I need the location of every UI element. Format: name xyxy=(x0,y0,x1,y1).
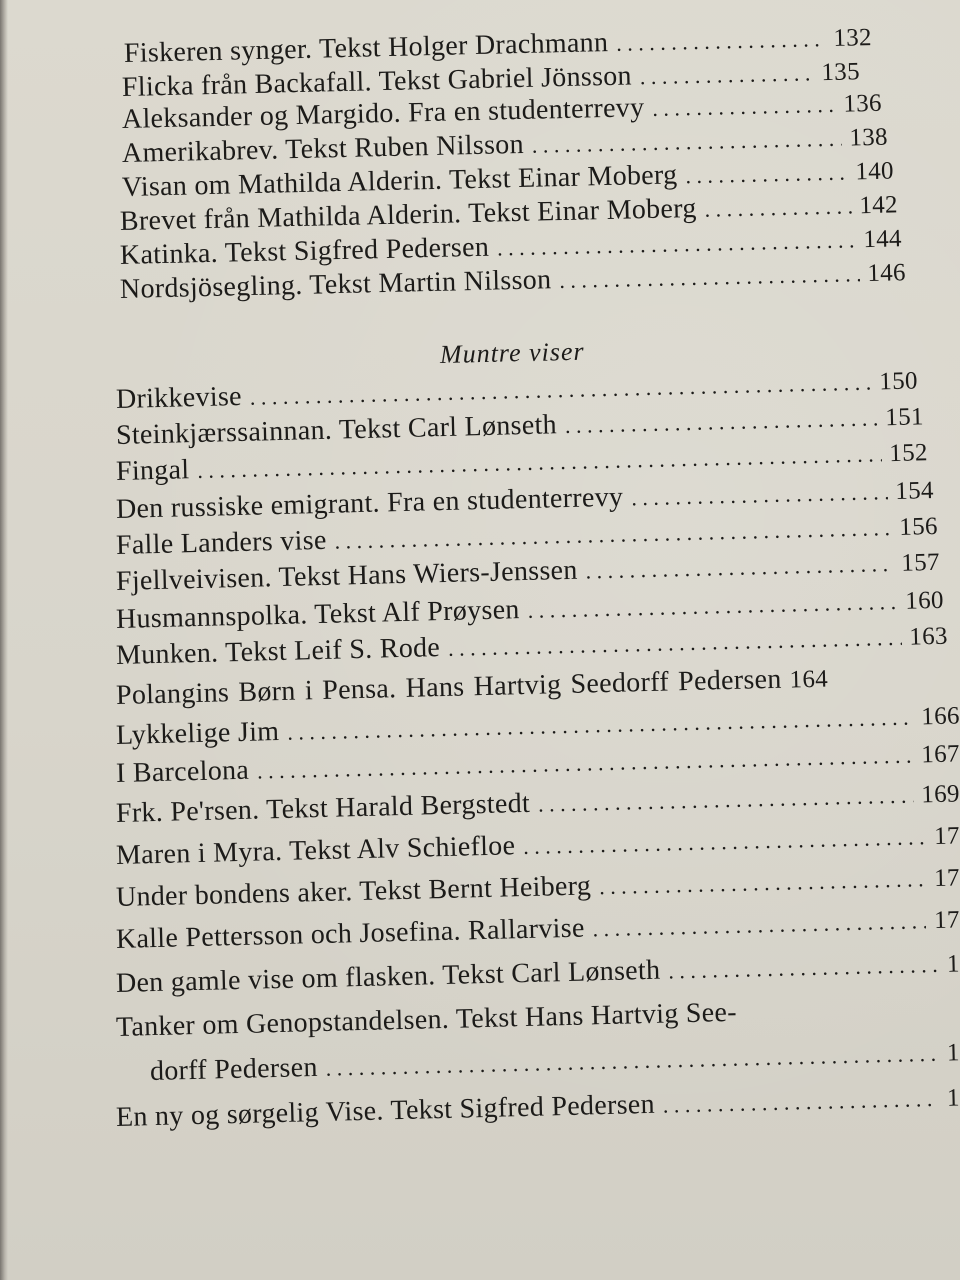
toc-entry-page: 167 xyxy=(921,740,960,769)
dot-leader xyxy=(325,1041,939,1082)
toc-entry-page: 136 xyxy=(843,89,883,118)
dot-leader xyxy=(448,625,902,662)
toc-entry xyxy=(116,947,960,1000)
dot-leader xyxy=(685,160,848,190)
toc-entry-title: Maren i Myra. Tekst Alv Schiefloe xyxy=(115,830,516,871)
dot-leader xyxy=(663,1086,940,1119)
dot-leader xyxy=(565,405,878,439)
toc-entry-title: Polangins Børn i Pensa. Hans Hartvig Seedorff Pedersen xyxy=(115,663,782,711)
toc-entry-page: 163 xyxy=(909,622,949,651)
dot-leader xyxy=(523,824,927,860)
toc-entry xyxy=(116,1081,960,1134)
dot-leader xyxy=(640,60,814,90)
dot-leader xyxy=(532,126,842,159)
dot-leader xyxy=(616,26,826,57)
toc-entry-page: 164 xyxy=(789,665,829,694)
toc-entry-title: Fingal xyxy=(115,454,190,487)
toc-entry-title: Munken. Tekst Leif S. Rode xyxy=(115,632,441,671)
toc-entry-title: Den gamle vise om flasken. Tekst Carl Lønseth xyxy=(115,954,661,999)
toc-entry-title: I Barcelona xyxy=(115,754,250,789)
toc-entry-title: Falle Landers vise xyxy=(115,524,327,561)
dot-leader xyxy=(559,261,860,294)
toc-entry-page: 135 xyxy=(821,58,861,87)
dot-leader xyxy=(287,705,914,746)
toc-entry-title: Katinka. Tekst Sigfred Pedersen xyxy=(119,231,490,271)
dot-leader xyxy=(631,479,888,511)
toc-entry-title: Under bondens aker. Tekst Bernt Heiberg xyxy=(115,870,592,913)
toc-entry-title: Tanker om Genopstandelsen. Tekst Hans Hartvig See- xyxy=(115,996,738,1043)
toc-entry-page: 146 xyxy=(867,259,907,288)
toc-entry-page: 142 xyxy=(859,191,899,220)
dot-leader xyxy=(527,589,897,624)
toc-entry-page: 144 xyxy=(863,225,903,254)
toc-entry-title: Lykkelige Jim xyxy=(115,716,280,751)
toc-entry-page: 17 xyxy=(933,906,960,935)
toc-entry-title: Brevet från Mathilda Alderin. Tekst Einar Moberg xyxy=(119,192,697,237)
toc-entry-page: 1 xyxy=(946,1084,960,1112)
toc-entry-page: 1 xyxy=(946,1039,960,1067)
toc-entry-title: dorff Pedersen xyxy=(149,1051,319,1087)
toc-entry-page: 166 xyxy=(921,702,960,731)
toc-entry-title: En ny og sørgelig Vise. Tekst Sigfred Pedersen xyxy=(115,1088,656,1133)
toc-entry-title: Visan om Mathilda Alderin. Tekst Einar Moberg xyxy=(121,159,678,203)
toc-entry-page: 17 xyxy=(933,864,960,893)
dot-leader xyxy=(585,551,893,585)
dot-leader xyxy=(257,743,914,785)
toc-entry-page: 1 xyxy=(946,950,960,978)
toc-entry xyxy=(116,903,960,956)
toc-entry-page: 152 xyxy=(889,439,929,468)
toc-entry-title: Nordsjösegling. Tekst Martin Nilsson xyxy=(119,264,552,305)
toc-entry-title: Drikkevise xyxy=(115,380,243,415)
toc-entry-title: Den russiske emigrant. Fra en studenterrevy xyxy=(115,481,624,525)
toc-entry-page: 156 xyxy=(899,512,939,541)
dot-leader xyxy=(599,866,927,900)
toc-entry-title: Kalle Pettersson och Josefina. Rallarvise xyxy=(115,912,585,955)
toc-entry-page: 140 xyxy=(855,157,895,186)
dot-leader xyxy=(652,92,836,122)
toc-entry-page: 160 xyxy=(905,586,945,615)
toc-entry-title: Husmannspolka. Tekst Alf Prøysen xyxy=(115,594,521,635)
toc-entry-title: Amerikabrev. Tekst Ruben Nilsson xyxy=(121,128,525,169)
toc-entry-page: 154 xyxy=(895,477,935,505)
toc-entry-title: Fiskeren synger. Tekst Holger Drachmann xyxy=(123,27,609,69)
dot-leader xyxy=(592,908,926,942)
dot-leader xyxy=(668,952,939,985)
toc-entry-page: 150 xyxy=(879,367,919,396)
toc-entry-title: Steinkjærssainnan. Tekst Carl Lønseth xyxy=(115,409,558,451)
toc-entry-page: 17 xyxy=(933,822,960,851)
toc-entry-title: Aleksander og Margido. Fra en studenterrevy xyxy=(121,92,645,135)
toc-entry-page: 169 xyxy=(921,780,960,809)
toc-entry-title: Fjellveivisen. Tekst Hans Wiers-Jenssen xyxy=(115,554,578,597)
toc-entry-page: 138 xyxy=(849,123,889,152)
toc-entry-page: 157 xyxy=(901,548,941,577)
toc-entry-continuation xyxy=(150,1036,960,1088)
toc-entry-page: 132 xyxy=(833,24,873,52)
section-heading: Muntre viser xyxy=(439,336,585,369)
toc-entry-title: Frk. Pe'rsen. Tekst Harald Bergstedt xyxy=(115,787,531,829)
dot-leader xyxy=(538,783,914,818)
dot-leader xyxy=(704,193,851,222)
toc-entry-page: 151 xyxy=(885,403,925,432)
toc-entry-title: Flicka från Backafall. Tekst Gabriel Jönsson xyxy=(121,60,633,103)
toc-entry xyxy=(116,991,960,1044)
dot-leader xyxy=(497,227,856,261)
